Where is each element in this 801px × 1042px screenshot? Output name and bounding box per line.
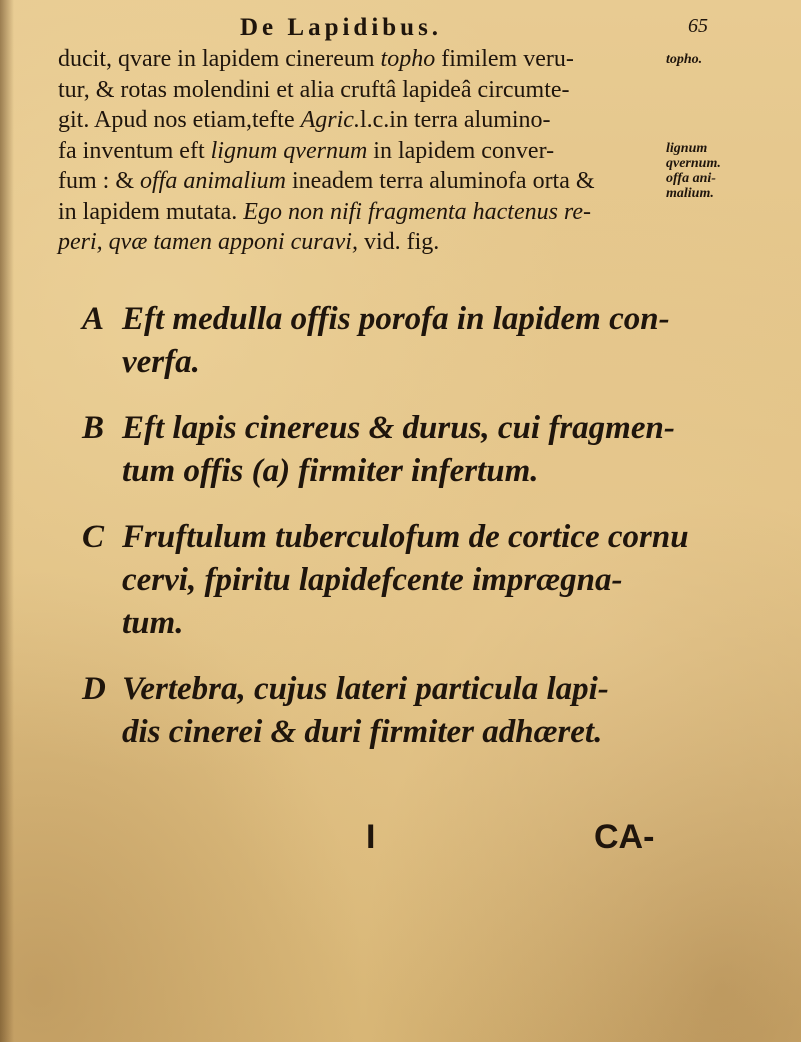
running-head: De Lapidibus.: [240, 14, 443, 41]
legend-entry-b: [82, 407, 782, 493]
legend-text: verfa.: [122, 344, 200, 380]
margin-note: offa ani-: [666, 171, 716, 186]
legend-entry-c: [82, 516, 782, 645]
legend-text: Fruftulum tuberculofum de cortice cornu: [122, 519, 689, 555]
legend-text: cervi, fpiritu lapidefcente imprægna-: [122, 562, 623, 598]
legend-entry-d: [82, 668, 782, 754]
legend-letter: A: [82, 301, 105, 337]
legend-letter: C: [82, 519, 105, 555]
margin-note: malium.: [666, 186, 714, 201]
body-line: fum : & offa animalium ineadem terra aluminofa orta &: [58, 168, 595, 194]
margin-note: lignum: [666, 141, 708, 156]
figure-legend: [82, 298, 782, 777]
body-line: tur, & rotas molendini et alia cruftâ lapideâ circumte-: [58, 76, 570, 103]
legend-text: tum.: [122, 605, 184, 641]
legend-letter: D: [82, 671, 106, 707]
page-number: 65: [688, 15, 708, 37]
page-left-edge-shadow: [0, 0, 14, 1042]
body-line: git. Apud nos etiam,tefte Agric.l.c.in terra alumino-: [58, 107, 551, 133]
body-line: in lapidem mutata. Ego non nifi fragmenta hactenus re-: [58, 198, 592, 225]
margin-note: topho.: [666, 52, 703, 67]
body-line: peri, qvæ tamen apponi curavi, vid. fig.: [58, 229, 440, 255]
legend-text: Eft lapis cinereus & durus, cui fragmen-: [122, 410, 675, 446]
margin-note: qvernum.: [666, 156, 721, 171]
margin-notes: [666, 52, 796, 201]
legend-text: Eft medulla offis porofa in lapidem con-: [122, 301, 670, 337]
legend-text: Vertebra, cujus lateri particula lapi-: [122, 671, 609, 707]
catchword: CA-: [594, 818, 655, 856]
body-line: ducit, qvare in lapidem cinereum topho fimilem veru-: [58, 46, 574, 72]
body-line: fa inventum eft lignum qvernum in lapidem conver-: [58, 137, 555, 164]
legend-entry-a: [82, 298, 782, 384]
body-paragraph: [58, 44, 658, 258]
legend-text: dis cinerei & duri firmiter adhæret.: [122, 714, 603, 750]
legend-letter: B: [82, 410, 105, 446]
signature-mark: I: [366, 818, 376, 856]
legend-text: tum offis (a) firmiter infertum.: [122, 453, 539, 489]
